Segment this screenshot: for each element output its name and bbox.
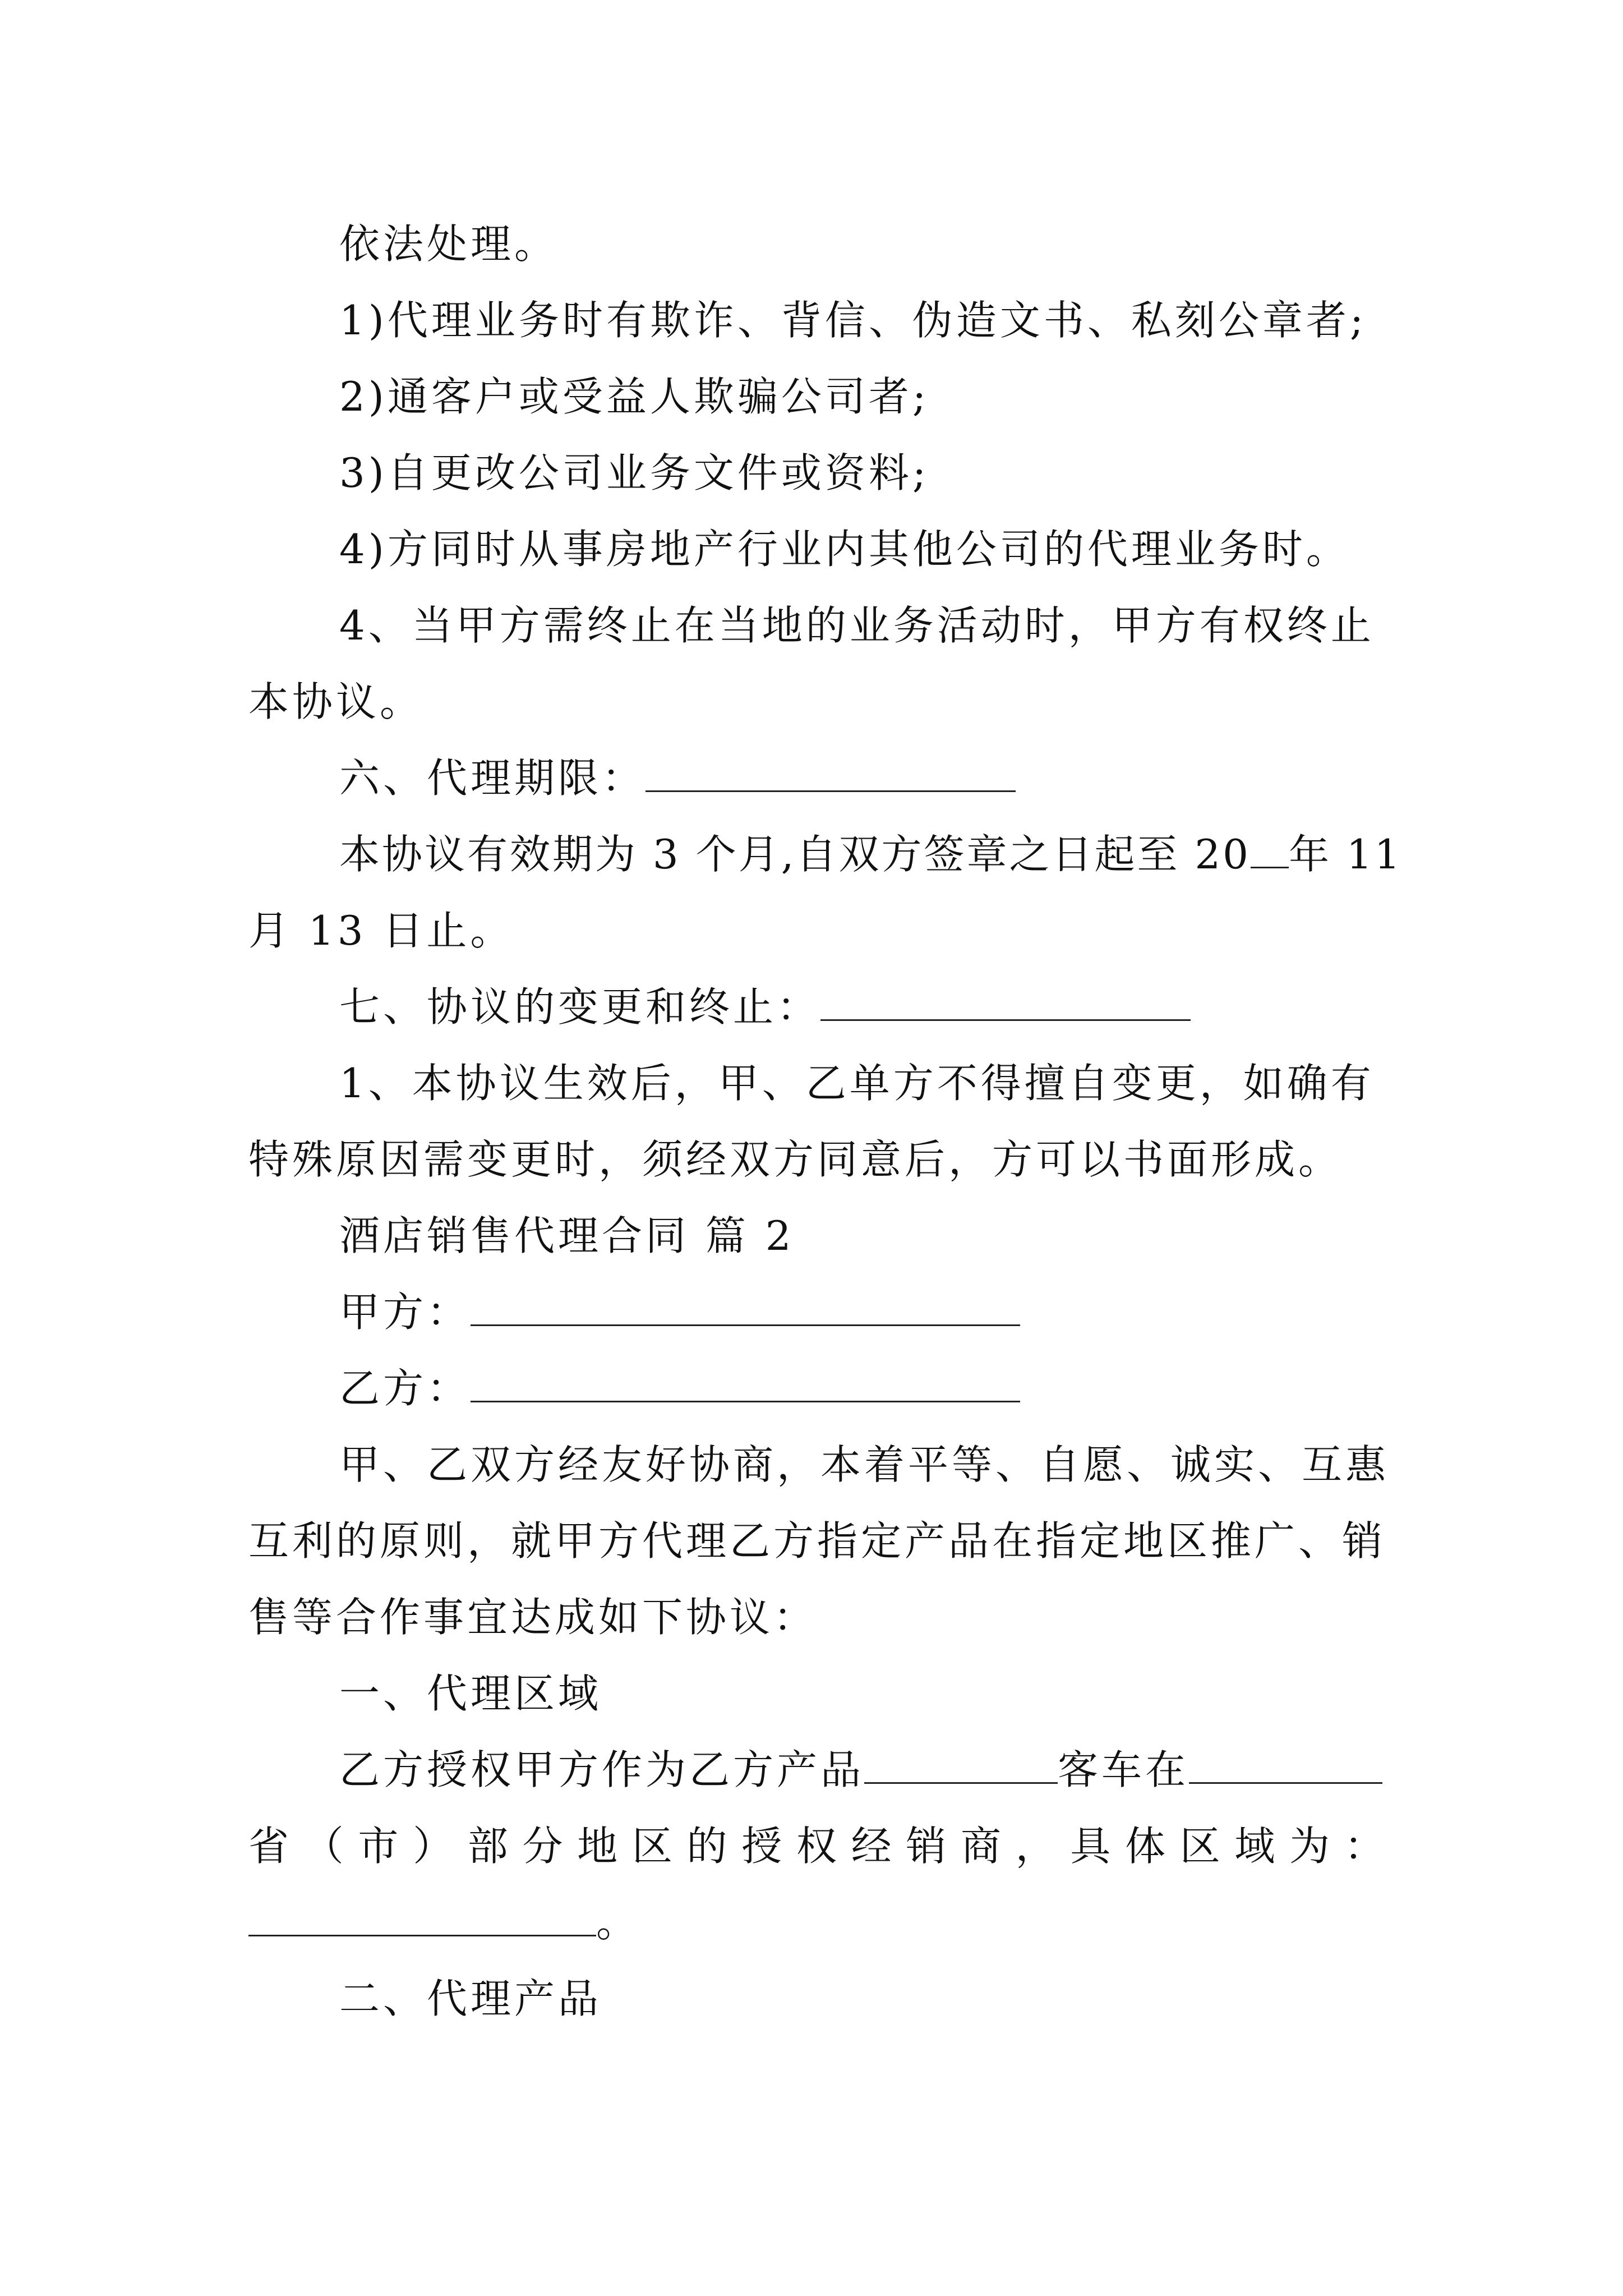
region-char: 具 — [1070, 1823, 1111, 1870]
region-char: ） — [413, 1823, 454, 1870]
section-7-label: 七、协议的变更和终止： — [339, 983, 821, 1030]
year-blank-field — [1251, 827, 1289, 868]
region-blank-field — [248, 1895, 596, 1936]
region-text-a: 乙方授权甲方作为乙方产品 — [339, 1746, 865, 1793]
term-text: 本协议有效期为 3 个月,自双方签章之日起至 20 — [339, 831, 1251, 878]
party-a-blank-field — [471, 1285, 1020, 1326]
region-char: 部 — [467, 1823, 508, 1870]
term-blank-field — [645, 751, 1016, 792]
party-a-label: 甲方： — [339, 1289, 471, 1336]
party-b-line — [339, 1360, 1020, 1416]
preamble-line-3: 售等合作事宜达成如下协议： — [248, 1594, 818, 1641]
region-period: 。 — [596, 1899, 640, 1946]
region-text-b: 客车在 — [1058, 1746, 1189, 1793]
term-line — [339, 826, 1403, 882]
list-item-1: 1)代理业务时有欺诈、背信、伪造文书、私刻公章者; — [339, 297, 1367, 344]
region-char: 经 — [851, 1823, 892, 1870]
region-char: 的 — [686, 1823, 727, 1870]
province-blank-field — [1189, 1743, 1382, 1784]
region-line-1 — [339, 1742, 1382, 1798]
clause-7-1-line: 1、本协议生效后，甲、乙单方不得擅自变更，如确有 — [339, 1060, 1375, 1107]
clause-7-1-continuation: 特殊原因需变更时，须经双方同意后，方可以书面形成。 — [248, 1136, 1343, 1183]
region-char: （ — [303, 1823, 344, 1870]
region-char: 商 — [960, 1823, 1001, 1870]
region-line-3 — [248, 1894, 640, 1950]
section-6-label: 六、代理期限： — [339, 754, 646, 802]
section-1-heading: 一、代理区域 — [339, 1670, 602, 1717]
region-char: 销 — [906, 1823, 947, 1870]
term-month: 年 11 — [1288, 831, 1403, 878]
region-char: 体 — [1125, 1823, 1166, 1870]
region-char: 区 — [631, 1823, 672, 1870]
list-item-4: 4)方同时从事房地产行业内其他公司的代理业务时。 — [339, 526, 1350, 573]
region-line-2 — [248, 1818, 1385, 1874]
region-char: 为 — [1289, 1823, 1330, 1870]
region-char: 市 — [358, 1823, 399, 1870]
region-char: 区 — [1179, 1823, 1220, 1870]
list-item-2: 2)通客户或受益人欺骗公司者; — [339, 373, 930, 420]
region-char: 域 — [1234, 1823, 1275, 1870]
region-char: 授 — [741, 1823, 782, 1870]
list-item-3: 3)自更改公司业务文件或资料; — [339, 449, 930, 496]
section-7-heading — [339, 979, 1191, 1035]
region-char: 权 — [796, 1823, 837, 1870]
change-blank-field — [820, 980, 1191, 1021]
product-blank-field — [864, 1743, 1058, 1784]
preamble-line-1: 甲、乙双方经友好协商，本着平等、自愿、诚实、互惠 — [339, 1441, 1390, 1488]
term-end-line: 月 13 日止。 — [248, 907, 514, 954]
contract-2-title: 酒店销售代理合同 篇 2 — [339, 1212, 795, 1259]
section-6-heading — [339, 750, 1016, 806]
region-char: ， — [1015, 1823, 1056, 1870]
clause-4-continuation: 本协议。 — [248, 678, 424, 725]
section-2-heading: 二、代理产品 — [339, 1975, 602, 2022]
region-char: 地 — [577, 1823, 618, 1870]
region-char: ： — [1344, 1823, 1385, 1870]
party-b-blank-field — [471, 1361, 1020, 1402]
paragraph-line: 依法处理。 — [339, 220, 559, 268]
clause-4-line: 4、当甲方需终止在当地的业务活动时，甲方有权终止 — [339, 602, 1375, 649]
preamble-line-2: 互利的原则，就甲方代理乙方指定产品在指定地区推广、销 — [248, 1517, 1386, 1565]
region-char: 分 — [522, 1823, 563, 1870]
party-b-label: 乙方： — [339, 1365, 471, 1412]
region-char: 省 — [248, 1823, 289, 1870]
party-a-line — [339, 1284, 1020, 1340]
